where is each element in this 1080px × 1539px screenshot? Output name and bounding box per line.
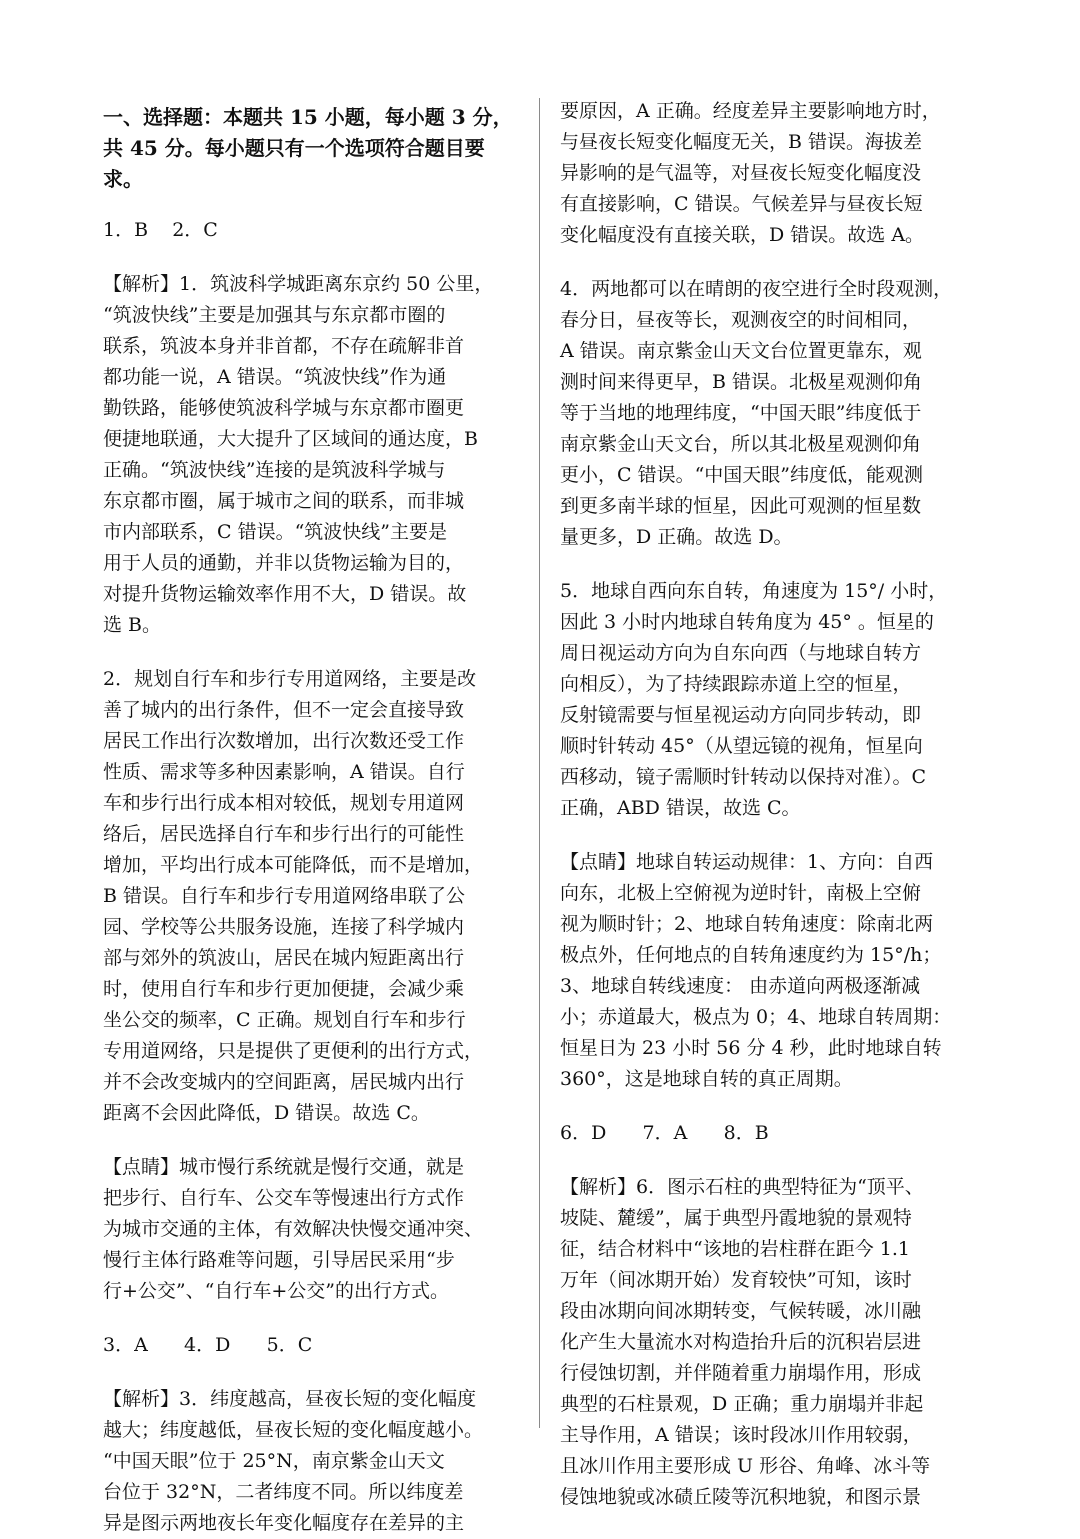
section-heading: 一、选择题：本题共 15 小题，每小题 3 分， 共 45 分。每小题只有一个选项符合题目要求。 xyxy=(103,105,513,191)
analysis-q3-part2: 要原因，A 正确。经度差异主要影响地方时， 与昼夜长短变化幅度无关，B 错误。海拔差 异影响的是气温等，对昼夜长短变化幅度没 有直接影响，C 错误。气候差异与昼夜长短 变化幅度没有直接关联，D 错误。故选 A。 xyxy=(560,100,941,246)
answer-line-3-5: 3．A 4．D 5．C xyxy=(103,1334,313,1356)
analysis-q5: 5．地球自西向东自转，角速度为 15°/ 小时， 因此 3 小时内地球自转角度为 45° 。恒星的 周日视运动方向为自东向西（与地球自转方 向相反），为了持续跟踪赤道上空的恒星， 反射镜需要与恒星视运动方向同步转动，即 顺时针转动 45°（从望远镜的视角，恒星向 西移动，镜子需顺时针转动以保持对准）。C 正确，ABD 错误，故选 C。 xyxy=(560,580,948,819)
answer-line-6-8: 6．D 7．A 8．B xyxy=(560,1122,769,1144)
right-column xyxy=(560,96,990,1513)
left-column xyxy=(103,96,523,1539)
column-divider xyxy=(539,98,540,1428)
analysis-q2: 2．规划自行车和步行专用道网络，主要是改 善了城内的出行条件，但不一定会直接导致 居民工作出行次数增加，出行次数还受工作 性质、需求等多种因素影响，A 错误。自行 车和步行出行成本相对较低，规划专用道网 络后，居民选择自行车和步行出行的可能性 增加，平均出行成本可能降低，而不是增加， B 错误。自行车和步行专用道网络串联了公 园、学校等公共服务设施，连接了科学城内 部与郊外的筑波山，居民在城内短距离出行 时，使用自行车和步行更加便捷，会减少乘 坐公交的频率，C 正确。规划自行车和步行 专用道网络，只是提供了更便利的出行方式， 并不会改变城内的空间距离，居民城内出行 距离不会因此降低，D 错误。故选 C。 xyxy=(103,668,484,1124)
analysis-q1: 【解析】1．筑波科学城距离东京约 50 公里， “筑波快线”主要是加强其与东京都市圈的 联系，筑波本身并非首都，不存在疏解非首 都功能一说，A 错误。“筑波快线”作为通 勤铁路，能够使筑波科学城与东京都市圈更 便捷地联通，大大提升了区域间的通达度，B 正确。“筑波快线”连接的是筑波科学城与 东京都市圈，属于城市之间的联系，而非城 市内部联系，C 错误。“筑波快线”主要是 用于人员的通勤，并非以货物运输为目的， 对提升货物运输效率作用不大，D 错误。故 选 B。 xyxy=(103,273,494,636)
tip-earth-rotation: 【点睛】地球自转运动规律：1、方向：自西 向东，北极上空俯视为逆时针，南极上空俯 视为顺时针；2、地球自转角速度：除南北两 极点外，任何地点的自转角速度约为 15°/h； 3、地球自转线速度： 由赤道向两极逐渐减 小；赤道最大，极点为 0；4、地球自转周期： 恒星日为 23 小时 56 分 4 秒，此时地球自转 360°，这是地球自转的真正周期。 xyxy=(560,851,952,1090)
analysis-q4: 4．两地都可以在晴朗的夜空进行全时段观测， 春分日，昼夜等长，观测夜空的时间相同， A 错误。南京紫金山天文台位置更靠东，观 测时间来得更早，B 错误。北极星观测仰角 等于当地的地理纬度，“中国天眼”纬度低于 南京紫金山天文台，所以其北极星观测仰角 更小，C 错误。“中国天眼”纬度低，能观测 到更多南半球的恒星，因此可观测的恒星数 量更多，D 正确。故选 D。 xyxy=(560,278,953,548)
analysis-q3-part1: 【解析】3．纬度越高，昼夜长短的变化幅度 越大；纬度越低，昼夜长短的变化幅度越小。 “中国天眼”位于 25°N，南京紫金山天文 台位于 32°N，二者纬度不同。所以纬度差 异是图示两地夜长年变化幅度存在差异的主 xyxy=(103,1388,484,1534)
analysis-q6: 【解析】6．图示石柱的典型特征为“顶平、 坡陡、麓缓”，属于典型丹霞地貌的景观特 征，结合材料中“该地的岩柱群在距今 1.1 万年（间冰期开始）发育较快”可知，该时 段由冰期向间冰期转变，气候转暖，冰川融 化产生大量流水对构造抬升后的沉积岩层进 行侵蚀切割，并伴随着重力崩塌作用，形成 典型的石柱景观，D 正确；重力崩塌并非起 主导作用，A 错误；该时段冰川作用较弱， 且冰川作用主要形成 U 形谷、角峰、冰斗等 侵蚀地貌或冰碛丘陵等沉积地貌，和图示景 xyxy=(560,1176,931,1508)
answer-line-1-2: 1．B 2．C xyxy=(103,219,218,241)
tip-urban-slow-traffic: 【点睛】城市慢行系统就是慢行交通，就是 把步行、自行车、公交车等慢速出行方式作 为城市交通的主体，有效解决快慢交通冲突、 慢行主体行路难等问题，引导居民采用“步 行+公交”、“自行车+公交”的出行方式。 xyxy=(103,1156,484,1302)
